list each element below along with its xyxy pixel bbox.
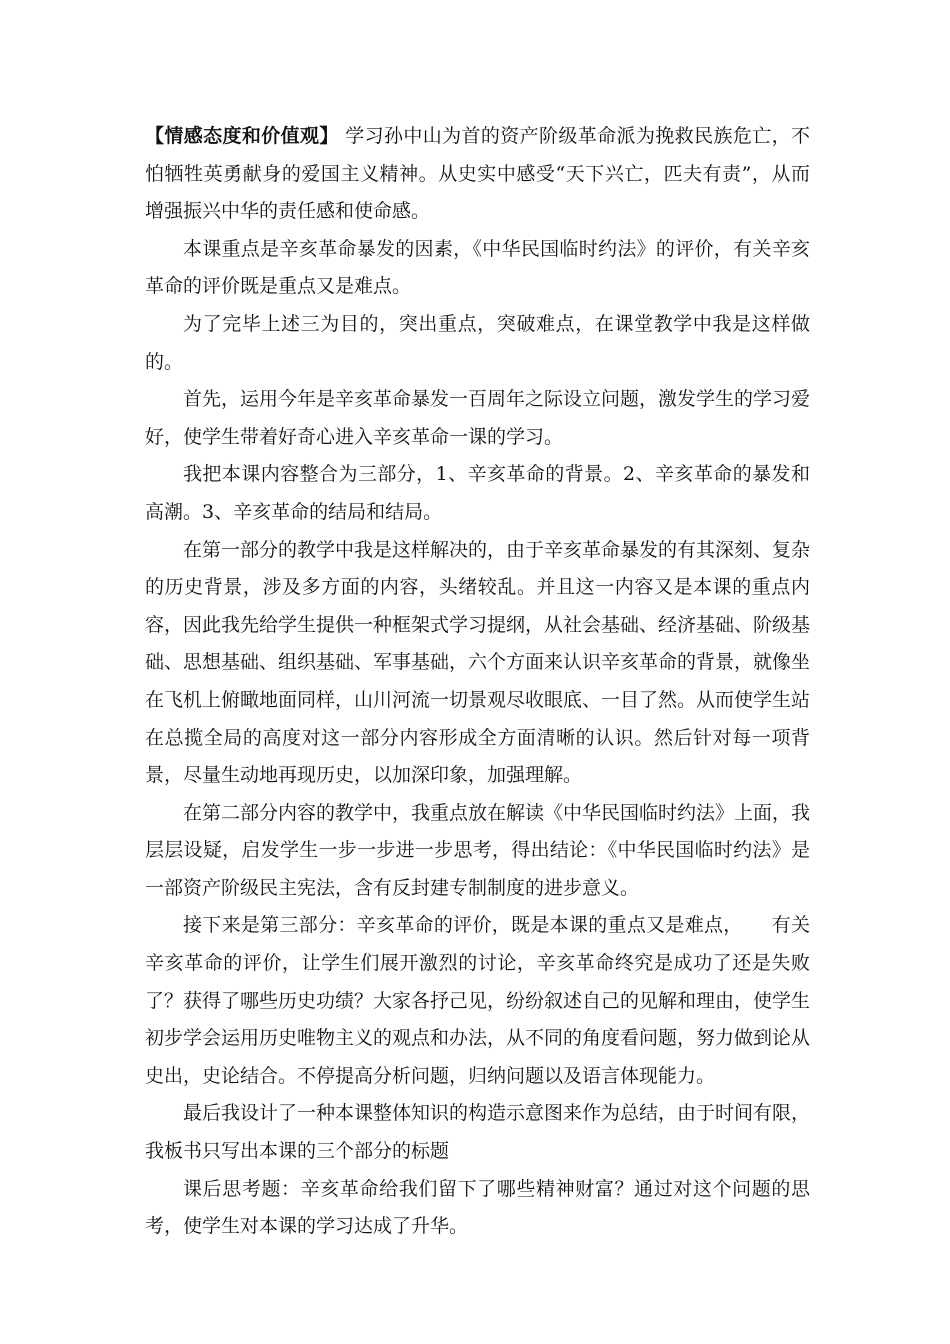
introduction-paragraph: 首先，运用今年是辛亥革命暴发一百周年之际设立问题，激发学生的学习爱好，使学生带着好奇心进入辛亥革命一课的学习。	[145, 388, 811, 448]
approach-paragraph: 为了完毕上述三为目的，突出重点，突破难点，在课堂教学中我是这样做的。	[145, 312, 810, 373]
part-one-paragraph: 在第一部分的教学中我是这样解决的，由于辛亥革命暴发的有其深刻、复杂的历史背景，涉及多方面的内容，头绪较乱。并且这一内容又是本课的重点内容，因此我先给学生提供一种框架式学习提纲，从社会基础、经济基础、阶级基础、思想基础、组织基础、军事基础，六个方面来认识辛亥革命的背景，就像坐在飞机上俯瞰地面同样，山川河流一切景观尽收眼底、一目了然。从而使学生站在总揽全局的高度对这一部分内容形成全方面清晰的认识。然后针对每一项背景，尽量生动地再现历史，以加深印象，加强理解。	[145, 538, 811, 787]
objectives-text: 学习孙中山为首的资产阶级革命派为挽救民族危亡，不怕牺牲英勇献身的爱国主义精神。从史实中感受“天下兴亡，匹夫有责”，从而增强振兴中华的责任感和使命感。	[145, 125, 810, 223]
document-body	[145, 118, 810, 1246]
part-two-paragraph: 在第二部分内容的教学中，我重点放在解读《中华民国临时约法》上面，我层层设疑，启发学生一步一步进一步思考，得出结论：《中华民国临时约法》是一部资产阶级民主宪法，含有反封建专制制度的进步意义。	[145, 801, 811, 899]
summary-paragraph: 最后我设计了一种本课整体知识的构造示意图来作为总结，由于时间有限，我板书只写出本课的三个部分的标题	[145, 1102, 811, 1163]
objectives-paragraph	[145, 118, 810, 231]
structure-paragraph: 我把本课内容整合为三部分，1、辛亥革命的背景。2、辛亥革命的暴发和高潮。3、辛亥革命的结局和结局。	[145, 463, 810, 523]
objectives-label: 【情感态度和价值观】	[145, 125, 339, 147]
part-three-paragraph: 接下来是第三部分：辛亥革命的评价，既是本课的重点又是难点， 有关辛亥革命的评价，让学生们展开激烈的讨论，辛亥革命终究是成功了还是失败了？获得了哪些历史功绩？大家各抒己见，纷纷叙述自己的见解和理由，使学生初步学会运用历史唯物主义的观点和办法，从不同的角度看问题，努力做到论从史出，史论结合。不停提高分析问题，归纳问题以及语言体现能力。	[145, 914, 811, 1087]
homework-paragraph: 课后思考题：辛亥革命给我们留下了哪些精神财富？通过对这个问题的思考，使学生对本课的学习达成了升华。	[145, 1177, 810, 1238]
key-points-paragraph: 本课重点是辛亥革命暴发的因素，《中华民国临时约法》的评价，有关辛亥革命的评价既是重点又是难点。	[145, 237, 810, 298]
